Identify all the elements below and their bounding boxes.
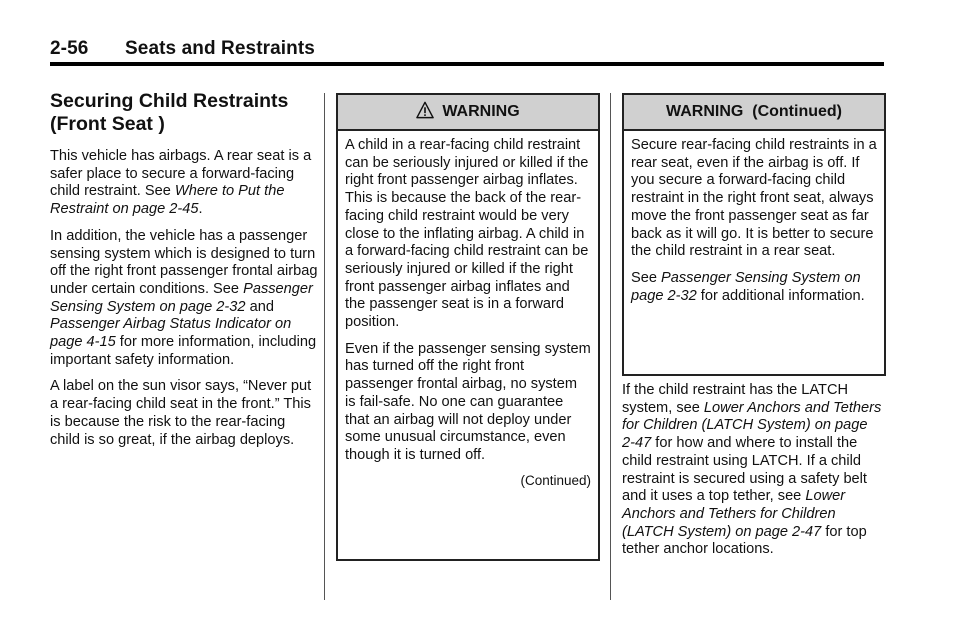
column-divider: [324, 93, 325, 600]
column-3-text: [622, 382, 884, 568]
cross-reference[interactable]: Passenger Airbag Status Indicator on page 4-15: [50, 316, 292, 351]
column-divider: [610, 93, 611, 600]
paragraph-text: In addition, the vehicle has a passenger sensing system which is designed to turn off the right front passenger frontal airbag under certain conditions. See: [50, 227, 318, 297]
warning-title: WARNING: [442, 103, 520, 120]
cross-reference[interactable]: Where to Put the Restraint on page 2-45: [50, 183, 285, 218]
paragraph-text: If the child restraint has the LATCH system, see: [622, 382, 849, 416]
paragraph-text: See: [631, 269, 662, 286]
page-number: 2-56: [50, 38, 89, 59]
warning-box: [336, 93, 600, 561]
paragraph: A child in a rear-facing child restraint can be seriously injured or killed if the right front passenger airbag inflates. This is because the back of the rear-facing child restraint would be very close to the inflating airbag. A child in a forward-facing child restraint can be seriously injured or killed if the right front passenger airbag inflates and the passenger seat is in a forward position.: [345, 137, 589, 331]
paragraph-text: and: [245, 298, 274, 315]
warning-triangle-icon: [416, 101, 434, 119]
paragraph-text: .: [198, 201, 203, 218]
paragraph: [50, 228, 318, 370]
warning-continued-box: [622, 93, 886, 376]
column-1: [50, 90, 318, 458]
section-title-line: (Front Seat ): [50, 113, 165, 135]
paragraph: Secure rear-facing child restraints in a rear seat, even if the airbag is off. If you secure a forward-facing child restraint in the right front seat, always move the front passenger seat as far back as it will go. It is better to secure the child restraint in a rear seat.: [631, 137, 877, 260]
paragraph-text: for how and where to install the child restraint using LATCH. If a child restraint is secured using a safety belt and it uses a top tether, see: [622, 435, 867, 505]
paragraph-text: for additional information.: [696, 287, 865, 304]
chapter-title: Seats and Restraints: [125, 38, 315, 59]
warning-body: [624, 131, 884, 305]
cross-reference[interactable]: Lower Anchors and Tethers for Children (LATCH System) on page 2-47: [622, 488, 846, 540]
paragraph-text: for more information, including important safety information.: [50, 334, 317, 368]
warning-header: [624, 95, 884, 131]
warning-title: WARNING (Continued): [666, 103, 842, 120]
paragraph: A label on the sun visor says, “Never put a rear-facing child seat in the front.” This is because the risk to the rear-facing child is so great, if the airbag deploys.: [50, 378, 312, 448]
continued-label: (Continued): [520, 472, 591, 488]
paragraph: Even if the passenger sensing system has turned off the right front passenger frontal airbag, no system is fail-safe. No one can guarantee that an airbag will not deploy under some unusual circumstance, even though it is turned off.: [345, 340, 591, 463]
header-rule: [50, 62, 884, 66]
paragraph-text: This vehicle has airbags. A rear seat is a safer place to secure a forward-facing child restraint. See: [50, 148, 312, 200]
cross-reference[interactable]: Passenger Sensing System on page 2-32: [50, 280, 313, 315]
paragraph: [631, 270, 877, 305]
warning-body: [338, 131, 598, 489]
paragraph: [50, 148, 318, 219]
paragraph: [622, 382, 884, 559]
section-title-line: Securing Child Restraints: [50, 90, 289, 112]
page-header: [50, 38, 884, 64]
warning-header: [338, 95, 598, 131]
section-title: [50, 90, 318, 136]
paragraph-text: for top tether anchor locations.: [622, 523, 867, 558]
cross-reference[interactable]: Lower Anchors and Tethers for Children (LATCH System) on page 2-47: [622, 399, 882, 452]
cross-reference[interactable]: Passenger Sensing System on page 2-32: [631, 269, 861, 304]
